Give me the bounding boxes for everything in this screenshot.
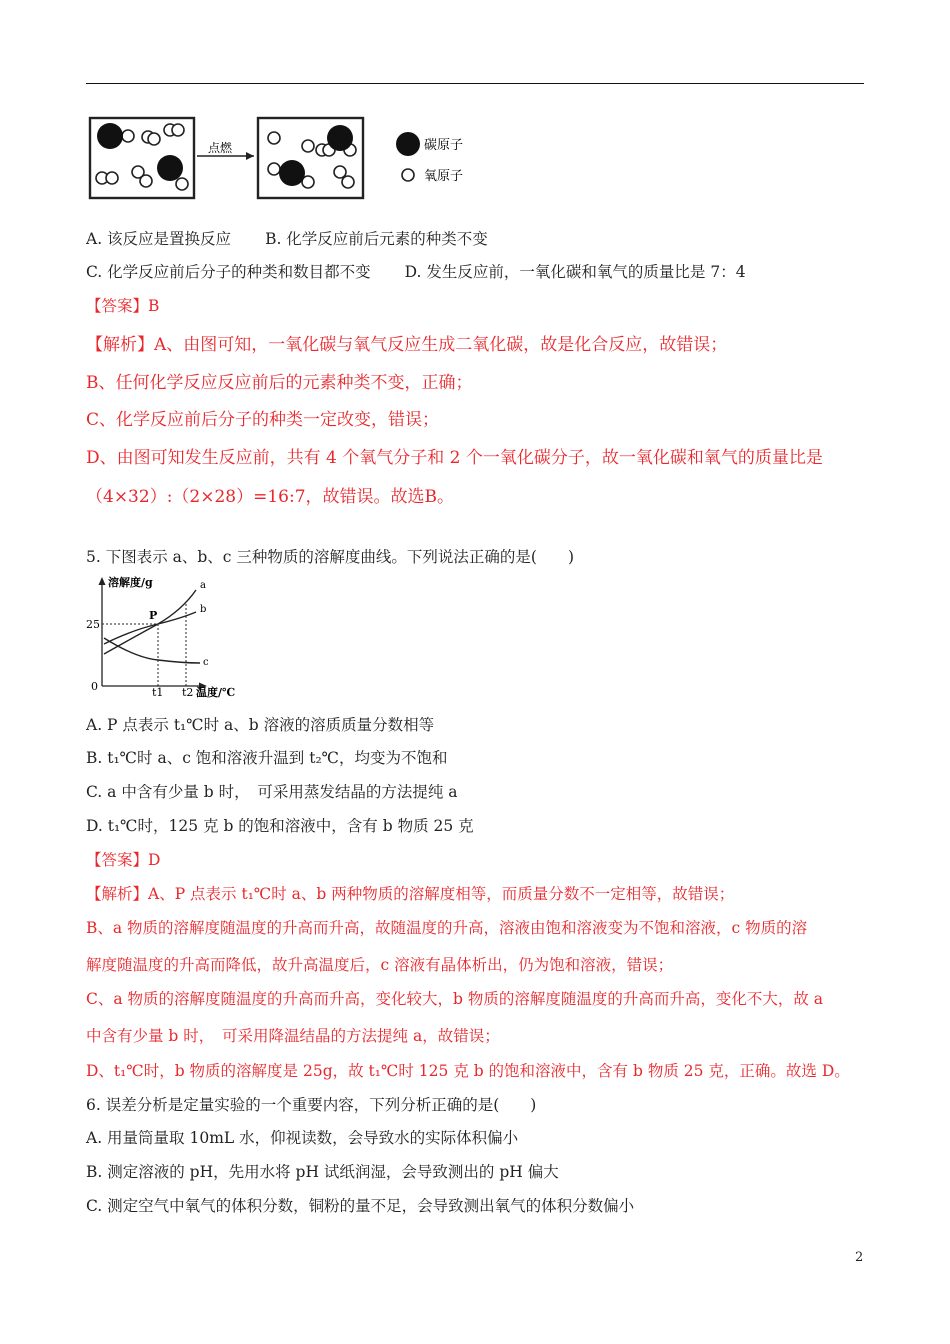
reaction-diagram bbox=[86, 112, 486, 204]
q4-analysis-line: B、任何化学反应反应前后的元素种类不变，正确； bbox=[86, 373, 473, 393]
header-rule bbox=[86, 83, 864, 84]
q5-option-d: D. t₁℃时，125 克 b 的饱和溶液中，含有 b 物质 25 克 bbox=[86, 817, 474, 835]
arrow-label: 点燃 bbox=[208, 141, 233, 155]
q4-analysis-line: C、化学反应前后分子的种类一定改变，错误； bbox=[86, 410, 440, 430]
series-b-label: b bbox=[200, 604, 207, 615]
q4-option-a: A. 该反应是置换反应 bbox=[86, 230, 232, 248]
q4-analysis-line: D、由图可知发生反应前，共有 4 个氧气分子和 2 个一氧化碳分子，故一氧化碳和氧气的质量比是 bbox=[86, 448, 823, 468]
y-axis-arrow bbox=[99, 577, 106, 585]
q5-analysis-line: C、a 物质的溶解度随温度的升高而升高，变化较大，b 物质的溶解度随温度的升高而升高，变化不大，故 a bbox=[86, 990, 824, 1008]
q5-answer: 【答案】D bbox=[86, 851, 161, 869]
oxygen-legend-label: 氧原子 bbox=[424, 169, 464, 184]
q5-analysis-line: 解度随温度的升高而降低，故升高温度后，c 溶液有晶体析出，仍为饱和溶液，错误； bbox=[86, 956, 674, 974]
q4-option-b: B. 化学反应前后元素的种类不变 bbox=[265, 230, 488, 248]
q6-option-c: C. 测定空气中氧气的体积分数，铜粉的量不足，会导致测出氧气的体积分数偏小 bbox=[86, 1197, 635, 1215]
q5-option-a: A. P 点表示 t₁℃时 a、b 溶液的溶质质量分数相等 bbox=[86, 716, 435, 734]
series-c-label: c bbox=[203, 657, 209, 668]
q5-option-b: B. t₁℃时 a、c 饱和溶液升温到 t₂℃，均变为不饱和 bbox=[86, 749, 448, 767]
q6-option-a: A. 用量筒量取 10mL 水，仰视读数，会导致水的实际体积偏小 bbox=[86, 1129, 519, 1147]
y-axis-label: 溶解度/g bbox=[108, 576, 153, 589]
x-axis-label: 温度/℃ bbox=[196, 686, 236, 699]
q6-stem: 6. 误差分析是定量实验的一个重要内容，下列分析正确的是( ) bbox=[86, 1096, 537, 1114]
q4-option-c: C. 化学反应前后分子的种类和数目都不变 bbox=[86, 263, 371, 281]
page-number: 2 bbox=[855, 1250, 864, 1265]
origin-label: 0 bbox=[91, 680, 98, 693]
q4-option-d: D. 发生反应前，一氧化碳和氧气的质量比是 7：4 bbox=[404, 263, 746, 281]
q4-analysis-line: （4×32）:（2×28）=16:7，故错误。故选B。 bbox=[86, 487, 455, 507]
q4-option-ab bbox=[86, 227, 488, 249]
curve-a bbox=[104, 590, 196, 654]
q5-analysis-line: 中含有少量 b 时， 可采用降温结晶的方法提纯 a，故错误； bbox=[86, 1027, 500, 1045]
x-tick-t2: t2 bbox=[182, 686, 194, 699]
x-tick-t1: t1 bbox=[152, 686, 164, 699]
q6-option-b: B. 测定溶液的 pH，先用水将 pH 试纸润湿，会导致测出的 pH 偏大 bbox=[86, 1163, 559, 1181]
y-tick-25: 25 bbox=[86, 618, 100, 631]
q4-option-cd bbox=[86, 260, 746, 282]
q5-analysis-line: B、a 物质的溶解度随温度的升高而升高，故随温度的升高，溶液由饱和溶液变为不饱和溶液，c 物质的溶 bbox=[86, 919, 808, 937]
q4-answer: 【答案】B bbox=[86, 297, 160, 315]
q5-stem: 5. 下图表示 a、b、c 三种物质的溶解度曲线。下列说法正确的是( ) bbox=[86, 548, 575, 566]
solubility-chart bbox=[86, 574, 256, 700]
oxygen-legend-icon bbox=[402, 169, 414, 181]
point-p-label: P bbox=[149, 609, 158, 622]
series-a-label: a bbox=[200, 580, 206, 591]
q5-analysis-line: 【解析】A、P 点表示 t₁℃时 a、b 两种物质的溶解度相等，而质量分数不一定相等，故错误； bbox=[86, 885, 735, 903]
carbon-legend-label: 碳原子 bbox=[424, 138, 464, 153]
q4-analysis-line: 【解析】A、由图可知，一氧化碳与氧气反应生成二氧化碳，故是化合反应，故错误； bbox=[86, 335, 728, 355]
q5-option-c: C. a 中含有少量 b 时， 可采用蒸发结晶的方法提纯 a bbox=[86, 783, 458, 801]
carbon-legend-icon bbox=[396, 132, 420, 156]
q5-analysis-line: D、t₁℃时，b 物质的溶解度是 25g，故 t₁℃时 125 克 b 的饱和溶液中，含有 b 物质 25 克，正确。故选 D。 bbox=[86, 1062, 850, 1080]
